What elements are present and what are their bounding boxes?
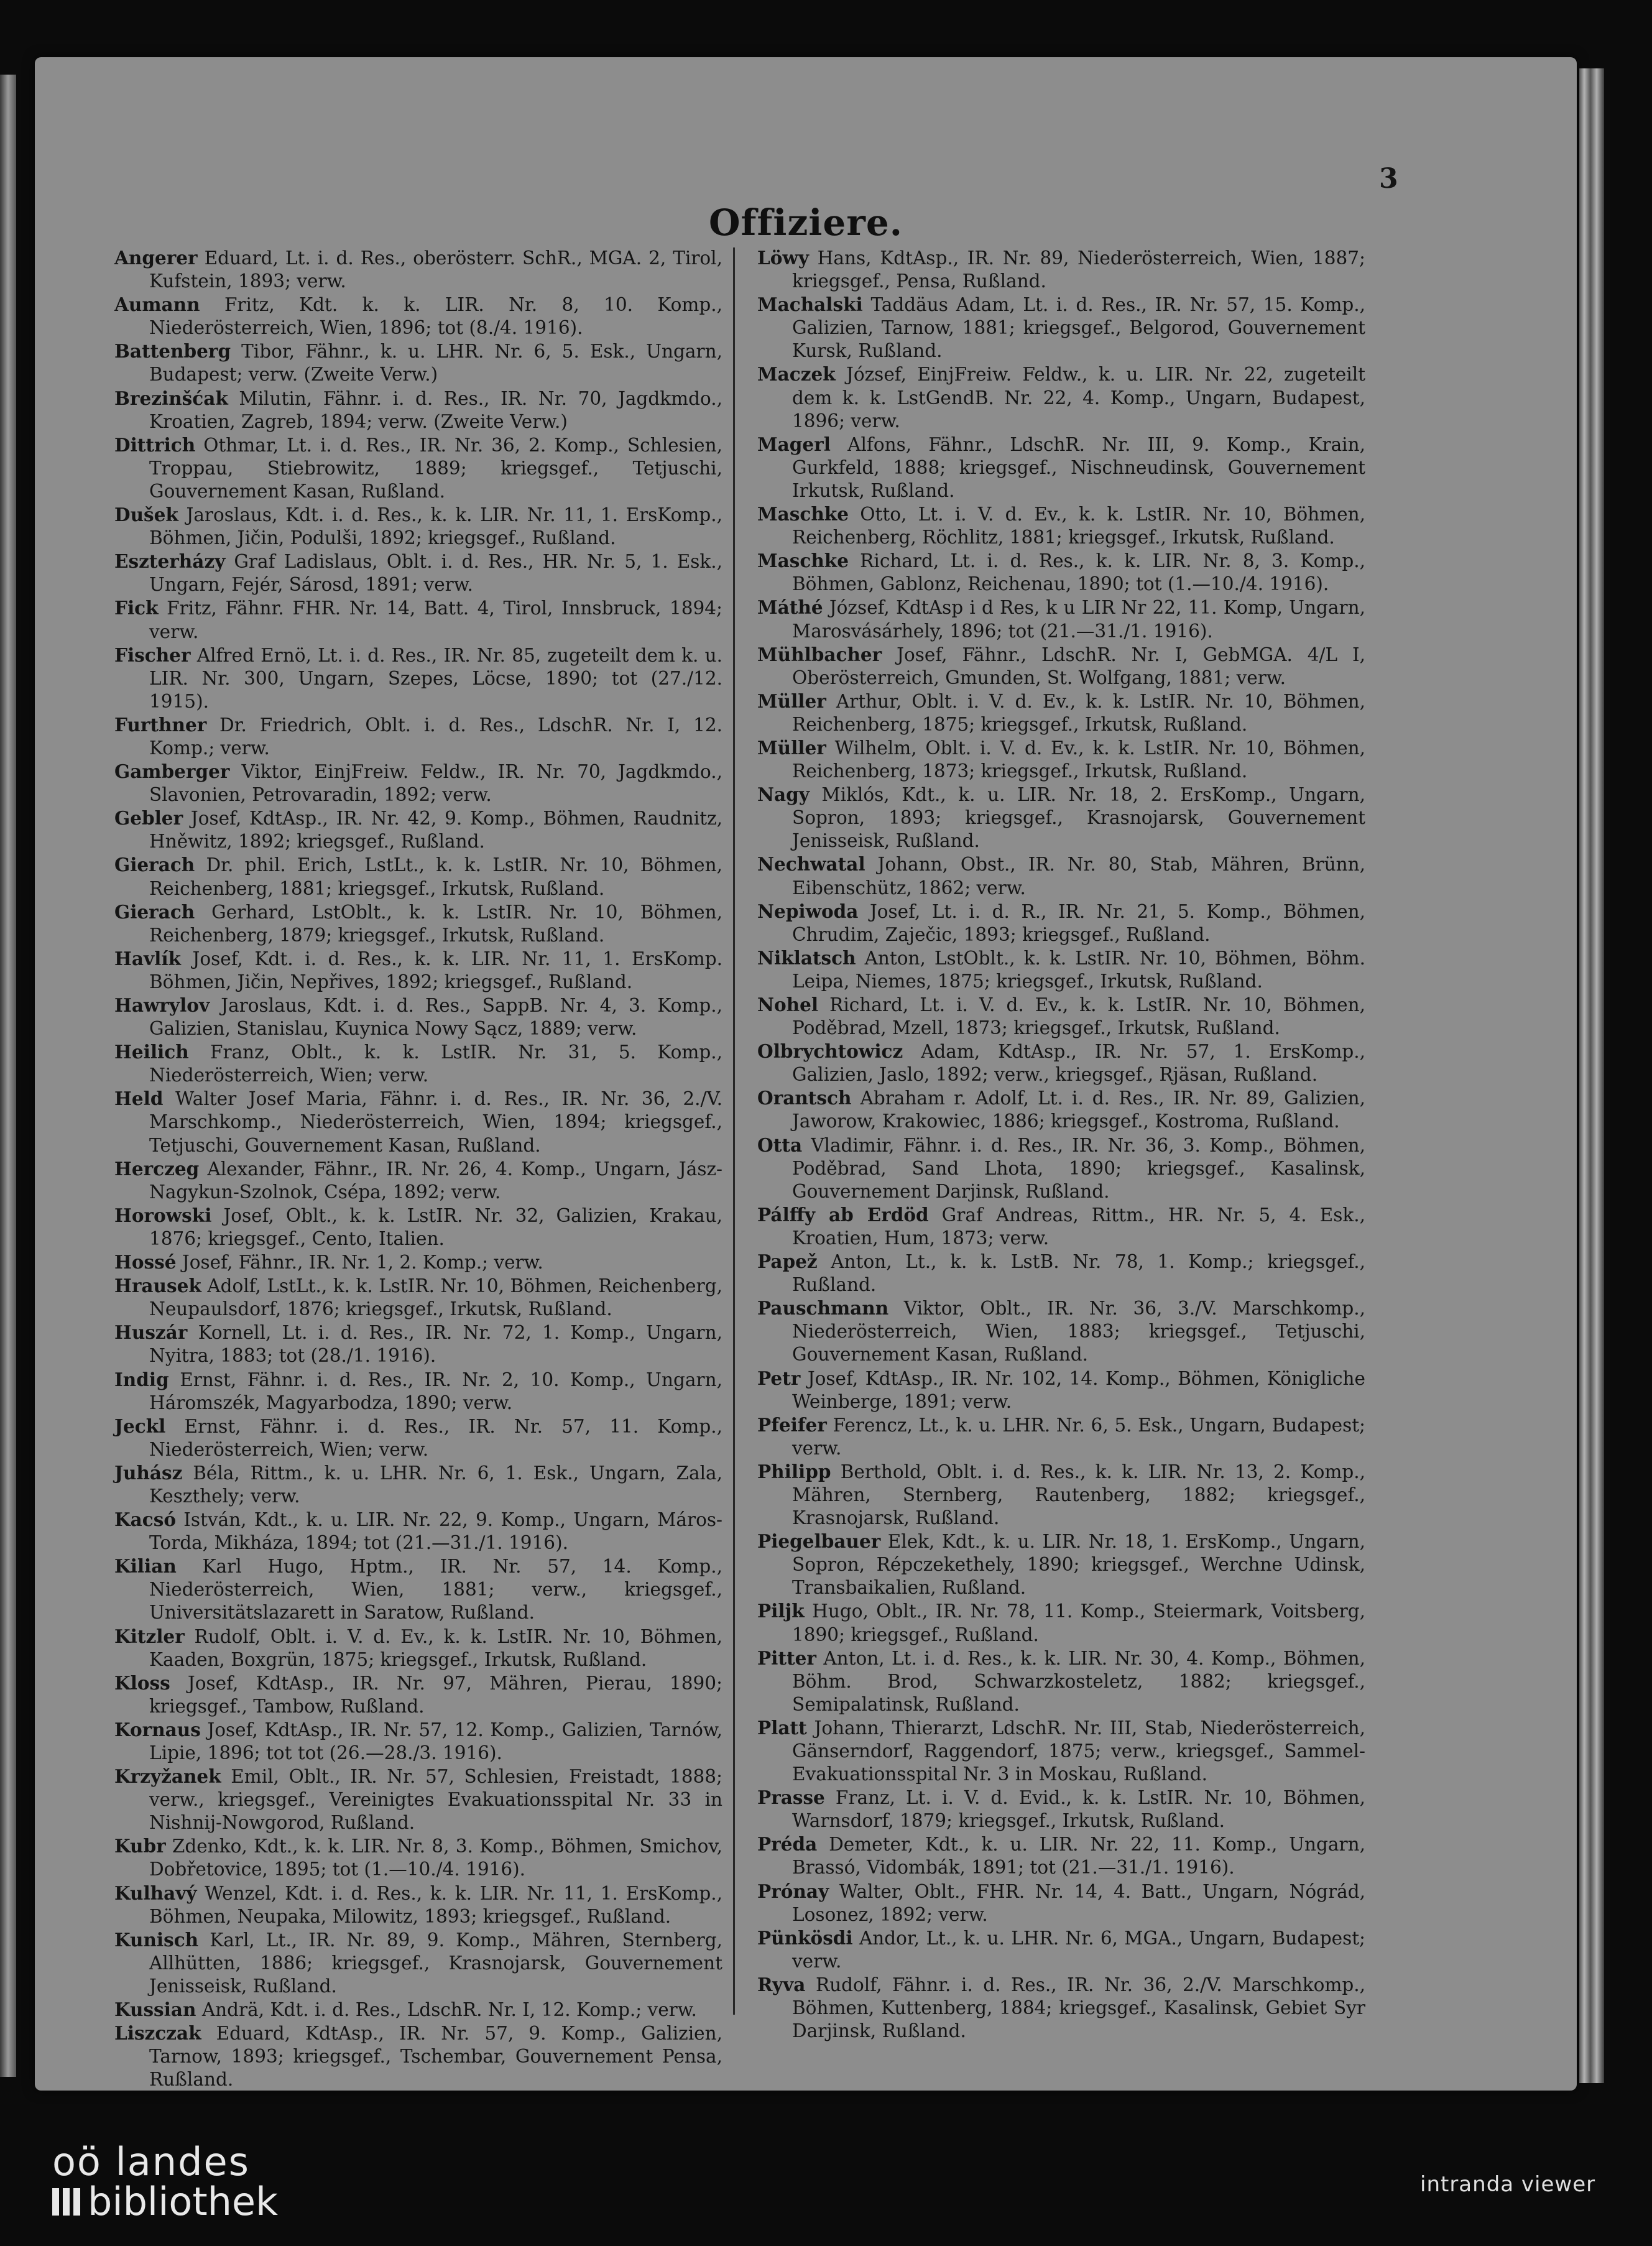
roster-entry — [114, 1204, 722, 1250]
officer-details: Josef, Fähnr., IR. Nr. 1, 2. Komp.; verw. — [176, 1252, 543, 1273]
roster-entry — [757, 783, 1365, 853]
officer-details: Graf Ladislaus, Oblt. i. d. Res., HR. Nr. 5, 1. Esk., Ungarn, Fejér, Sárosd, 1891; verw. — [149, 551, 722, 596]
officer-details: Andrä, Kdt. i. d. Res., LdschR. Nr. I, 12. Komp.; verw. — [196, 1999, 697, 2021]
officer-surname: Piegelbauer — [757, 1530, 881, 1553]
roster-entry — [114, 433, 722, 503]
officer-details: Demeter, Kdt., k. u. LIR. Nr. 22, 11. Komp., Ungarn, Brassó, Vidombák, 1891; tot (21.—31./1. 1916). — [792, 1834, 1365, 1879]
officer-details: Richard, Lt. i. d. Res., k. k. LIR. Nr. 8, 3. Komp., Böhmen, Gablonz, Reichenau, 1890; tot (1.—10./4. 1916). — [792, 550, 1365, 595]
officer-details: Taddäus Adam, Lt. i. d. Res., IR. Nr. 57, 15. Komp., Galizien, Tarnow, 1881; kriegsgef., Belgorod, Gouvernement Kursk, Rußland. — [792, 294, 1365, 362]
officer-details: Fritz, Fähnr. FHR. Nr. 14, Batt. 4, Tirol, Innsbruck, 1894; verw. — [149, 598, 722, 642]
roster-entry — [114, 596, 722, 643]
officer-surname: Gierach — [114, 854, 195, 876]
officer-surname: Fick — [114, 597, 159, 619]
officer-surname: Dittrich — [114, 433, 196, 456]
logo-text-bottom: bibliothek — [88, 2179, 278, 2224]
roster-entry — [757, 1599, 1365, 1646]
roster-entry — [757, 1880, 1365, 1926]
officer-details: Rudolf, Oblt. i. V. d. Ev., k. k. LstIR. Nr. 10, Böhmen, Kaaden, Boxgrün, 1875; kriegsgef., Irkutsk, Rußland. — [149, 1625, 722, 1670]
roster-entry — [114, 1671, 722, 1718]
roster-entry — [114, 1274, 722, 1321]
logo-text-top: oö landes — [52, 2139, 250, 2184]
roster-entry — [757, 1716, 1365, 1786]
officer-details: Hans, KdtAsp., IR. Nr. 89, Niederösterreich, Wien, 1887; kriegsgef., Pensa, Rußland. — [792, 247, 1365, 292]
officer-surname: Herczeg — [114, 1157, 200, 1180]
officer-details: Johann, Thierarzt, LdschR. Nr. III, Stab, Niederösterreich, Gänserndorf, Raggendorf, 1875; verw., kriegsgef., Sammel-Evakuationsspital Nr. 3 in Moskau, Rußland. — [792, 1717, 1365, 1785]
roster-entry — [114, 994, 722, 1040]
officer-details: Gerhard, LstOblt., k. k. LstIR. Nr. 10, Böhmen, Reichenberg, 1879; kriegsgef., Irkutsk, Rußland. — [149, 901, 722, 946]
roster-entry — [757, 853, 1365, 899]
officer-surname: Préda — [757, 1833, 818, 1855]
roster-entry — [757, 1250, 1365, 1296]
roster-entry — [114, 1555, 722, 1624]
officer-details: Elek, Kdt., k. u. LIR. Nr. 18, 1. ErsKomp., Ungarn, Sopron, Répczekethely, 1890; kriegsgef., Werchne Udinsk, Transbaikalien, Rußland. — [792, 1531, 1365, 1599]
officer-details: Adolf, LstLt., k. k. LstIR. Nr. 10, Böhmen, Reichenberg, Neupaulsdorf, 1876; kriegsgef., Irkutsk, Rußland. — [149, 1275, 722, 1320]
officer-details: Berthold, Oblt. i. d. Res., k. k. LIR. Nr. 13, 2. Komp., Mähren, Sternberg, Rautenberg, 1882; kriegsgef., Krasnojarsk, Rußland. — [792, 1461, 1365, 1529]
officer-details: Wilhelm, Oblt. i. V. d. Ev., k. k. LstIR. Nr. 10, Böhmen, Reichenberg, 1873; kriegsgef., Irkutsk, Rußland. — [792, 737, 1365, 782]
page-stack-edges — [1579, 68, 1604, 2083]
roster-entry — [757, 1973, 1365, 2043]
roster-entry — [757, 1367, 1365, 1413]
roster-entry — [114, 1928, 722, 1998]
officer-surname: Piljk — [757, 1600, 805, 1622]
page-number: 3 — [1379, 163, 1398, 195]
officer-details: Graf Andreas, Rittm., HR. Nr. 5, 4. Esk., Kroatien, Hum, 1873; verw. — [792, 1204, 1365, 1249]
officer-surname: Pitter — [757, 1647, 816, 1669]
roster-entry — [114, 503, 722, 550]
logo-bars-icon — [52, 2188, 80, 2216]
officer-surname: Papež — [757, 1250, 818, 1273]
roster-entry — [757, 502, 1365, 549]
officer-details: Josef, KdtAsp., IR. Nr. 57, 12. Komp., Galizien, Tarnów, Lipie, 1896; tot tot (26.—28./3. 1916). — [149, 1719, 722, 1763]
officer-details: Alfons, Fähnr., LdschR. Nr. III, 9. Komp., Krain, Gurkfeld, 1888; kriegsgef., Nischneudinsk, Gouvernement Irkutsk, Rußland. — [792, 433, 1365, 501]
officer-surname: Philipp — [757, 1460, 831, 1482]
roster-entry — [114, 1157, 722, 1204]
officer-details: Wenzel, Kdt. i. d. Res., k. k. LIR. Nr. 11, 1. ErsKomp., Böhmen, Neupaka, Milowitz, 1893; kriegsgef., Rußland. — [149, 1882, 722, 1927]
left-column — [114, 246, 722, 2091]
officer-surname: Maschke — [757, 550, 849, 572]
officer-surname: Kornaus — [114, 1718, 201, 1740]
roster-entry — [114, 1087, 722, 1157]
officer-details: Josef, Oblt., k. k. LstIR. Nr. 32, Galizien, Krakau, 1876; kriegsgef., Cento, Italien. — [149, 1204, 722, 1249]
officer-details: Josef, Lt. i. d. R., IR. Nr. 21, 5. Komp., Böhmen, Chrudim, Zaječic, 1893; kriegsgef., Rußland. — [792, 900, 1365, 945]
officer-surname: Maschke — [757, 503, 849, 525]
roster-entry — [757, 433, 1365, 502]
roster-entry — [757, 1086, 1365, 1133]
officer-surname: Petr — [757, 1367, 801, 1389]
roster-entry — [757, 1296, 1365, 1366]
roster-entry — [757, 1832, 1365, 1879]
officer-details: Ernst, Fähnr. i. d. Res., IR. Nr. 57, 11. Komp., Niederösterreich, Wien; verw. — [149, 1415, 722, 1460]
officer-details: Miklós, Kdt., k. u. LIR. Nr. 18, 2. ErsKomp., Ungarn, Sopron, 1893; kriegsgef., Krasnojarsk, Gouvernement Jenisseisk, Rußland. — [792, 784, 1365, 852]
officer-surname: Löwy — [757, 247, 809, 269]
officer-surname: Juhász — [114, 1461, 183, 1484]
officer-surname: Pünkösdi — [757, 1926, 853, 1949]
officer-surname: Liszczak — [114, 2022, 201, 2045]
roster-entry — [757, 1413, 1365, 1460]
officer-surname: Ryva — [757, 1973, 806, 1995]
officer-details: Josef, KdtAsp., IR. Nr. 42, 9. Komp., Böhmen, Raudnitz, Hněwitz, 1892; kriegsgef., Rußland. — [149, 808, 722, 853]
roster-entry — [757, 900, 1365, 946]
roster-entry — [757, 363, 1365, 432]
roster-entry — [757, 293, 1365, 363]
officer-surname: Kubr — [114, 1835, 166, 1857]
library-logo[interactable] — [52, 2139, 278, 2224]
roster-entry — [114, 947, 722, 994]
officer-details: Johann, Obst., IR. Nr. 80, Stab, Mähren, Brünn, Eibenschütz, 1862; verw. — [792, 854, 1365, 899]
roster-entry — [114, 1508, 722, 1555]
officer-surname: Aumann — [114, 293, 200, 316]
viewer-label[interactable]: intranda viewer — [1420, 2172, 1596, 2197]
officer-details: Josef, KdtAsp., IR. Nr. 97, Mähren, Pierau, 1890; kriegsgef., Tambow, Rußland. — [149, 1672, 722, 1717]
officer-details: Viktor, EinjFreiw. Feldw., IR. Nr. 70, Jagdkmdo., Slavonien, Petrovaradin, 1892; verw. — [149, 761, 722, 806]
officer-details: Jaroslaus, Kdt. i. d. Res., k. k. LIR. Nr. 11, 1. ErsKomp., Böhmen, Jičin, Podulši, 1892; kriegsgef., Rußland. — [149, 504, 722, 549]
officer-surname: Dušek — [114, 504, 178, 526]
officer-details: Abraham r. Adolf, Lt. i. d. Res., IR. Nr. 89, Galizien, Jaworow, Krakowiec, 1886; kriegsgef., Kostroma, Rußland. — [792, 1088, 1365, 1132]
roster-entry — [114, 550, 722, 596]
officer-surname: Maczek — [757, 363, 836, 386]
officer-details: Walter Josef Maria, Fähnr. i. d. Res., IR. Nr. 36, 2./V. Marschkomp., Niederösterreich, Wien, 1894; kriegsgef., Tetjuschi, Gouvernement Kasan, Rußland. — [149, 1088, 722, 1156]
officer-surname: Máthé — [757, 596, 823, 619]
roster-entry — [114, 644, 722, 713]
roster-entry — [757, 1647, 1365, 1716]
officer-details: Milutin, Fähnr. i. d. Res., IR. Nr. 70, Jagdkmdo., Kroatien, Zagreb, 1894; verw. (Zweite Verw.) — [149, 387, 722, 432]
officer-surname: Eszterházy — [114, 550, 226, 573]
roster-entry — [757, 1134, 1365, 1203]
officer-details: Karl, Lt., IR. Nr. 89, 9. Komp., Mähren, Sternberg, Allhütten, 1886; kriegsgef., Krasnojarsk, Gouvernement Jenisseisk, Rußland. — [149, 1929, 722, 1997]
officer-surname: Huszár — [114, 1321, 188, 1344]
officer-details: Eduard, Lt. i. d. Res., oberösterr. SchR., MGA. 2, Tirol, Kufstein, 1893; verw. — [149, 247, 722, 292]
roster-entry — [114, 1834, 722, 1881]
officer-details: Andor, Lt., k. u. LHR. Nr. 6, MGA., Ungarn, Budapest; verw. — [792, 1927, 1365, 1972]
roster-entry — [757, 1460, 1365, 1530]
officer-details: Otto, Lt. i. V. d. Ev., k. k. LstIR. Nr. 10, Böhmen, Reichenberg, Röchlitz, 1881; kriegsgef., Irkutsk, Rußland. — [792, 504, 1365, 548]
officer-surname: Nepiwoda — [757, 900, 859, 922]
officer-surname: Pfeifer — [757, 1413, 827, 1436]
roster-entry — [757, 643, 1365, 690]
roster-entry — [114, 2022, 722, 2091]
roster-entry — [114, 853, 722, 900]
roster-entry — [114, 1321, 722, 1367]
officer-details: Franz, Oblt., k. k. LstIR. Nr. 31, 5. Komp., Niederösterreich, Wien; verw. — [149, 1042, 722, 1086]
officer-surname: Kunisch — [114, 1928, 199, 1951]
officer-details: Adam, KdtAsp., IR. Nr. 57, 1. ErsKomp., Galizien, Jaslo, 1892; verw., kriegsgef., Rjäsan, Rußland. — [792, 1041, 1365, 1086]
roster-entry — [757, 946, 1365, 993]
officer-surname: Otta — [757, 1134, 803, 1156]
roster-entry — [114, 900, 722, 947]
roster-entry — [757, 1786, 1365, 1832]
roster-entry — [114, 293, 722, 340]
officer-surname: Müller — [757, 736, 826, 759]
officer-details: Karl Hugo, Hptm., IR. Nr. 57, 14. Komp., Niederösterreich, Wien, 1881; verw., kriegsgef., Universitätslazarett in Saratow, Rußland. — [149, 1556, 722, 1624]
officer-details: Othmar, Lt. i. d. Res., IR. Nr. 36, 2. Komp., Schlesien, Troppau, Stiebrowitz, 1889; kriegsgef., Tetjuschi, Gouvernement Kasan, Rußland. — [149, 434, 722, 502]
officer-surname: Hossé — [114, 1251, 177, 1273]
roster-entry — [114, 1882, 722, 1928]
officer-details: Viktor, Oblt., IR. Nr. 36, 3./V. Marschkomp., Niederösterreich, Wien, 1883; kriegsgef., Tetjuschi, Gouvernement Kasan, Rußland. — [792, 1298, 1365, 1366]
officer-details: Béla, Rittm., k. u. LHR. Nr. 6, 1. Esk., Ungarn, Zala, Keszthely; verw. — [149, 1462, 722, 1507]
officer-details: Ernst, Fähnr. i. d. Res., IR. Nr. 2, 10. Komp., Ungarn, Háromszék, Magyarbodza, 1890; verw. — [149, 1369, 722, 1413]
officer-details: Walter, Oblt., FHR. Nr. 14, 4. Batt., Ungarn, Nógrád, Losonez, 1892; verw. — [792, 1880, 1365, 1925]
roster-entry — [114, 1461, 722, 1508]
officer-details: Anton, Lt., k. k. LstB. Nr. 78, 1. Komp.; kriegsgef., Rußland. — [792, 1251, 1365, 1296]
officer-surname: Kitzler — [114, 1625, 185, 1647]
officer-details: Jaroslaus, Kdt. i. d. Res., SappB. Nr. 4, 3. Komp., Galizien, Stanislau, Kuynica Nowy Sącz, 1889; verw. — [149, 995, 722, 1040]
roster-entry — [114, 1368, 722, 1415]
officer-details: Vladimir, Fähnr. i. d. Res., IR. Nr. 36, 3. Komp., Böhmen, Poděbrad, Sand Lhota, 1890; kriegsgef., Kasalinsk, Gouvernement Darjinsk, Rußland. — [792, 1134, 1365, 1202]
officer-surname: Machalski — [757, 293, 863, 316]
roster-entry — [114, 806, 722, 853]
officer-details: Anton, LstOblt., k. k. LstIR. Nr. 10, Böhmen, Böhm. Leipa, Niemes, 1875; kriegsgef., Irkutsk, Rußland. — [792, 947, 1365, 992]
roster-entry — [114, 1250, 722, 1274]
roster-entry — [114, 1718, 722, 1765]
officer-surname: Magerl — [757, 433, 831, 455]
officer-details: Tibor, Fähnr., k. u. LHR. Nr. 6, 5. Esk., Ungarn, Budapest; verw. (Zweite Verw.) — [149, 341, 722, 386]
roster-entry — [757, 690, 1365, 736]
scanned-page — [35, 57, 1577, 2091]
officer-surname: Pauschmann — [757, 1297, 889, 1319]
officer-details: Arthur, Oblt. i. V. d. Ev., k. k. LstIR. Nr. 10, Böhmen, Reichenberg, 1875; kriegsgef., Irkutsk, Rußland. — [792, 690, 1365, 735]
officer-surname: Indig — [114, 1368, 169, 1390]
roster-entry — [114, 713, 722, 760]
officer-details: József, EinjFreiw. Feldw., k. u. LIR. Nr. 22, zugeteilt dem k. k. LstGendB. Nr. 22, 4. Komp., Ungarn, Budapest, 1896; verw. — [792, 364, 1365, 432]
officer-surname: Kilian — [114, 1555, 177, 1578]
officer-surname: Kulhavý — [114, 1882, 197, 1904]
officer-surname: Müller — [757, 690, 826, 712]
roster-entry — [114, 1415, 722, 1461]
officer-details: Hugo, Oblt., IR. Nr. 78, 11. Komp., Steiermark, Voitsberg, 1890; kriegsgef., Rußland. — [792, 1601, 1365, 1645]
officer-surname: Hrausek — [114, 1275, 201, 1297]
officer-surname: Kloss — [114, 1671, 170, 1694]
roster-entry — [114, 760, 722, 806]
officer-details: Josef, Fähnr., LdschR. Nr. I, GebMGA. 4/L I, Oberösterreich, Gmunden, St. Wolfgang, 1881; verw. — [792, 644, 1365, 688]
roster-entry — [757, 549, 1365, 596]
officer-surname: Gebler — [114, 807, 183, 830]
roster-entry — [114, 340, 722, 386]
roster-entry — [114, 1040, 722, 1087]
officer-surname: Pálffy ab Erdöd — [757, 1203, 929, 1226]
roster-entry — [114, 246, 722, 293]
officer-surname: Nechwatal — [757, 853, 865, 876]
officer-surname: Krzyžanek — [114, 1765, 221, 1788]
officer-details: Dr. Friedrich, Oblt. i. d. Res., LdschR. Nr. I, 12. Komp.; verw. — [149, 714, 722, 759]
column-divider — [733, 247, 735, 2015]
officer-details: Emil, Oblt., IR. Nr. 57, Schlesien, Freistadt, 1888; verw., kriegsgef., Vereinigtes Evakuationsspital Nr. 33 in Nishnij-Nowgorod, Rußland. — [149, 1766, 722, 1834]
officer-surname: Battenberg — [114, 340, 231, 363]
roster-entry — [757, 1926, 1365, 1973]
officer-surname: Olbrychtowicz — [757, 1040, 903, 1063]
officer-details: Josef, KdtAsp., IR. Nr. 102, 14. Komp., Böhmen, Königliche Weinberge, 1891; verw. — [792, 1367, 1365, 1412]
roster-entry — [757, 1040, 1365, 1086]
officer-surname: Gierach — [114, 900, 195, 923]
officer-details: Eduard, KdtAsp., IR. Nr. 57, 9. Komp., Galizien, Tarnow, 1893; kriegsgef., Tschembar, Gouvernement Pensa, Rußland. — [149, 2023, 722, 2091]
officer-surname: Heilich — [114, 1041, 189, 1063]
right-column — [757, 246, 1365, 2043]
officer-surname: Horowski — [114, 1204, 212, 1226]
officer-surname: Nohel — [757, 994, 819, 1015]
officer-details: Anton, Lt. i. d. Res., k. k. LIR. Nr. 30, 4. Komp., Böhmen, Böhm. Brod, Schwarzkosteletz, 1882; kriegsgef., Semipalatinsk, Rußland. — [792, 1647, 1365, 1715]
officer-surname: Nagy — [757, 783, 810, 806]
officer-surname: Jeckl — [114, 1415, 166, 1437]
officer-surname: Prónay — [757, 1880, 829, 1902]
officer-details: István, Kdt., k. u. LIR. Nr. 22, 9. Komp., Ungarn, Máros-Torda, Mikháza, 1894; tot (21.—31./1. 1916). — [149, 1509, 722, 1554]
roster-entry — [757, 1203, 1365, 1250]
officer-details: Rudolf, Fähnr. i. d. Res., IR. Nr. 36, 2./V. Marschkomp., Böhmen, Kuttenberg, 1884; kriegsgef., Kasalinsk, Gebiet Syr Darjinsk, Rußland. — [792, 1974, 1365, 2042]
officer-details: Zdenko, Kdt., k. k. LIR. Nr. 8, 3. Komp., Böhmen, Smichov, Dobřetovice, 1895; tot (1.—10./4. 1916). — [149, 1836, 722, 1880]
roster-entry — [757, 596, 1365, 642]
officer-surname: Furthner — [114, 713, 207, 736]
page-title: Offiziere. — [709, 201, 903, 244]
roster-entry — [114, 387, 722, 433]
adjacent-page-edge — [0, 75, 16, 2077]
officer-surname: Held — [114, 1088, 164, 1110]
roster-entry — [757, 246, 1365, 293]
officer-details: Alfred Ernö, Lt. i. d. Res., IR. Nr. 85, zugeteilt dem k. u. LIR. Nr. 300, Ungarn, Szepes, Löcse, 1890; tot (27./12. 1915). — [149, 644, 722, 712]
officer-surname: Mühlbacher — [757, 643, 882, 665]
officer-surname: Havlík — [114, 947, 181, 969]
officer-surname: Orantsch — [757, 1087, 852, 1109]
officer-surname: Kussian — [114, 1999, 196, 2021]
officer-surname: Niklatsch — [757, 946, 856, 969]
officer-surname: Gamberger — [114, 760, 230, 783]
officer-surname: Hawrylov — [114, 994, 210, 1016]
officer-surname: Prasse — [757, 1786, 825, 1809]
roster-entry — [114, 1765, 722, 1834]
roster-entry — [114, 1998, 722, 2022]
officer-surname: Brezinšćak — [114, 387, 228, 409]
roster-entry — [114, 1625, 722, 1671]
officer-details: Alexander, Fähnr., IR. Nr. 26, 4. Komp., Ungarn, Jász-Nagykun-Szolnok, Csépa, 1892; verw. — [149, 1158, 722, 1203]
officer-surname: Kacsó — [114, 1509, 177, 1531]
officer-surname: Angerer — [114, 247, 198, 269]
officer-details: Richard, Lt. i. V. d. Ev., k. k. LstIR. Nr. 10, Böhmen, Poděbrad, Mzell, 1873; kriegsgef., Irkutsk, Rußland. — [792, 994, 1365, 1039]
officer-details: Dr. phil. Erich, LstLt., k. k. LstIR. Nr. 10, Böhmen, Reichenberg, 1881; kriegsgef., Irkutsk, Rußland. — [149, 854, 722, 899]
roster-entry — [757, 993, 1365, 1040]
officer-details: Fritz, Kdt. k. k. LIR. Nr. 8, 10. Komp., Niederösterreich, Wien, 1896; tot (8./4. 1916). — [149, 294, 722, 339]
officer-details: Ferencz, Lt., k. u. LHR. Nr. 6, 5. Esk., Ungarn, Budapest; verw. — [792, 1414, 1365, 1459]
officer-details: József, KdtAsp i d Res, k u LIR Nr 22, 11. Komp, Ungarn, Marosvásárhely, 1896; tot (21.—31./1. 1916). — [792, 597, 1365, 642]
roster-entry — [757, 1530, 1365, 1599]
officer-details: Josef, Kdt. i. d. Res., k. k. LIR. Nr. 11, 1. ErsKomp. Böhmen, Jičin, Nepřives, 1892; kriegsgef., Rußland. — [149, 948, 722, 992]
officer-details: Franz, Lt. i. V. d. Evid., k. k. LstIR. Nr. 10, Böhmen, Warnsdorf, 1879; kriegsgef., Irkutsk, Rußland. — [792, 1787, 1365, 1832]
roster-entry — [757, 736, 1365, 783]
officer-surname: Fischer — [114, 644, 191, 666]
officer-details: Kornell, Lt. i. d. Res., IR. Nr. 72, 1. Komp., Ungarn, Nyitra, 1883; tot (28./1. 1916). — [149, 1322, 722, 1367]
officer-surname: Platt — [757, 1716, 807, 1739]
